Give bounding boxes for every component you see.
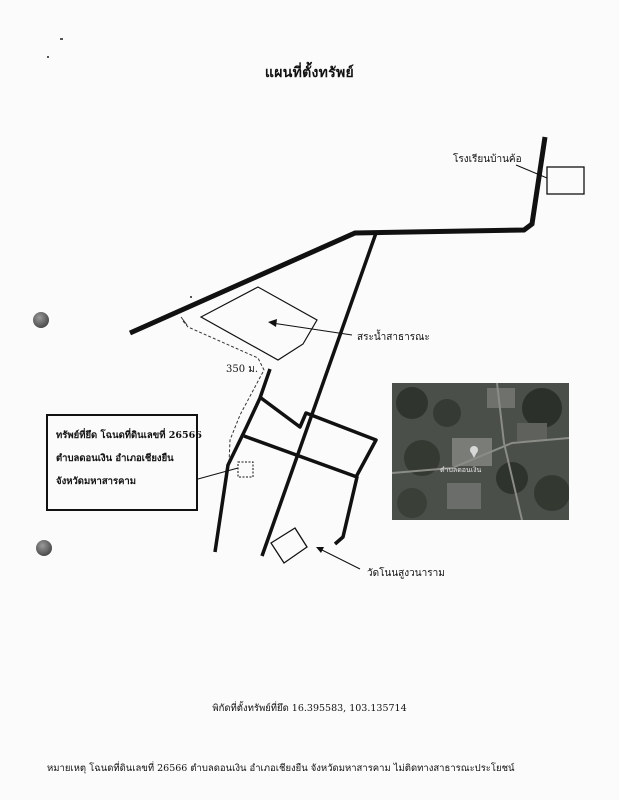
temple-arrow	[320, 549, 360, 569]
temple-building	[271, 528, 307, 563]
school-label: โรงเรียนบ้านค้อ	[453, 154, 522, 165]
property-subdistrict-line: ตำบลดอนเงิน อำเภอเชียงยืน	[56, 453, 174, 464]
coordinates-text: พิกัดที่ตั้งทรัพย์ที่ยึด 16.395583, 103.135714	[212, 703, 407, 714]
property-province-line: จังหวัดมหาสารคาม	[56, 476, 137, 487]
cross-road-upper	[261, 398, 376, 477]
pond-outline	[201, 287, 317, 360]
satellite-image	[392, 383, 569, 520]
satellite-imagery	[392, 383, 569, 520]
temple-label: วัดโนนสูงวนาราม	[367, 568, 445, 579]
satellite-place-label: ตำบลดอนเงิน	[440, 466, 482, 474]
dashed-tick	[181, 317, 187, 325]
cross-road-lower	[244, 436, 357, 544]
diagonal-road	[262, 233, 376, 556]
property-connector	[198, 468, 238, 479]
pond-arrow-head	[268, 319, 277, 327]
property-plot	[238, 462, 253, 477]
pond-label: สระน้ำสาธารณะ	[357, 332, 430, 343]
distance-label: 350 ม.	[226, 364, 259, 375]
left-road	[215, 369, 270, 552]
footer-note: หมายเหตุ โฉนดที่ดินเลขที่ 26566 ตำบลดอนเงิน อำเภอเชียงยืน จังหวัดมหาสารคาม ไม่ติดทางสาธารณะประโยชน์	[47, 763, 515, 774]
page-title: แผนที่ตั้งทรัพย์	[264, 65, 355, 81]
property-info-box	[46, 414, 202, 511]
property-deed-line: ทรัพย์ที่ยึด โฉนดที่ดินเลขที่ 26566	[56, 430, 202, 441]
school-building	[547, 167, 584, 194]
